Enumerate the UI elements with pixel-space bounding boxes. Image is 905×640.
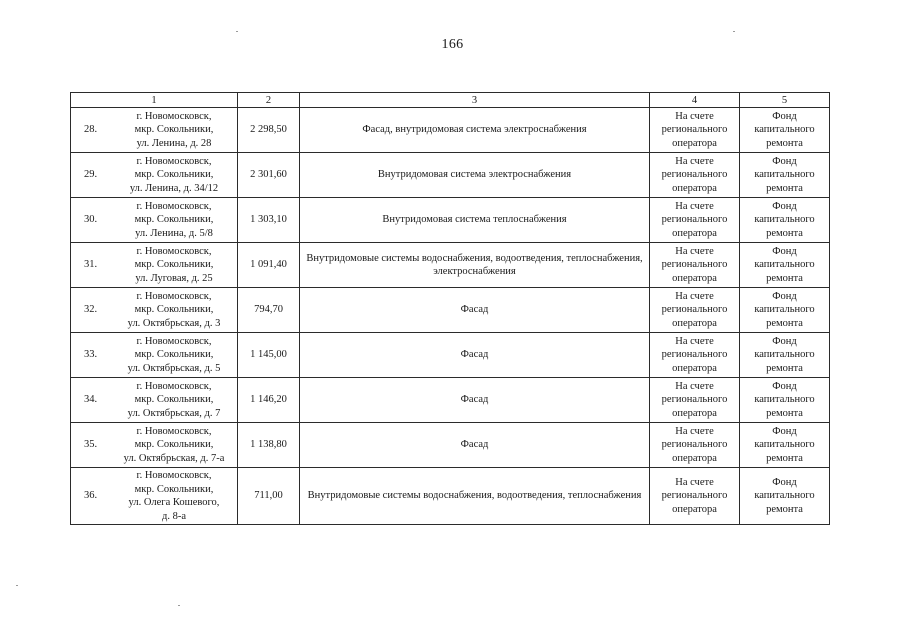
row-number: 36.	[84, 490, 98, 502]
column-header: 1	[71, 93, 238, 108]
works-cell: Фасад	[300, 288, 650, 333]
address-line: г. Новомосковск,	[136, 110, 212, 122]
address-text	[114, 110, 234, 151]
address-line: г. Новомосковск,	[136, 425, 212, 437]
account-cell-line: оператора	[672, 362, 717, 374]
account-cell-line: регионального	[661, 394, 728, 406]
account-cell-line: регионального	[661, 304, 728, 316]
column-header: 3	[300, 93, 650, 108]
account-cell-line: оператора	[672, 182, 717, 194]
fund-cell-line: капитального	[754, 304, 815, 316]
address-line: г. Новомосковск,	[136, 335, 212, 347]
works-cell: Фасад	[300, 378, 650, 423]
row-number: 32.	[84, 304, 98, 316]
fund-cell-line: капитального	[754, 490, 815, 502]
account-cell	[650, 153, 740, 198]
cost-cell: 1 303,10	[238, 198, 300, 243]
works-cell: Внутридомовая система теплоснабжения	[300, 198, 650, 243]
address-line: мкр. Сокольники,	[134, 439, 214, 451]
works-cell: Внутридомовая система электроснабжения	[300, 153, 650, 198]
account-cell-line: оператора	[672, 272, 717, 284]
fund-cell-line: капитального	[754, 259, 815, 271]
account-cell-line: На счете	[675, 110, 714, 122]
address-line: г. Новомосковск,	[136, 245, 212, 257]
address-text	[114, 425, 234, 466]
table-row	[71, 243, 830, 288]
account-cell-line: регионального	[661, 439, 728, 451]
fund-cell-line: Фонд	[772, 155, 797, 167]
address-line: мкр. Сокольники,	[134, 214, 214, 226]
address-line: ул. Октябрьская, д. 7-а	[123, 452, 225, 464]
address-line: ул. Октябрьская, д. 3	[127, 317, 221, 329]
address-cell	[71, 243, 238, 288]
account-cell	[650, 423, 740, 468]
fund-cell-line: ремонта	[766, 272, 803, 284]
fund-cell-line: ремонта	[766, 407, 803, 419]
table-row	[71, 423, 830, 468]
address-line: мкр. Сокольники,	[134, 259, 214, 271]
fund-cell-line: капитального	[754, 394, 815, 406]
scan-speck	[236, 31, 238, 32]
scan-speck	[733, 31, 735, 32]
address-cell	[71, 198, 238, 243]
fund-cell-line: ремонта	[766, 137, 803, 149]
fund-cell-line: ремонта	[766, 503, 803, 515]
table-row	[71, 378, 830, 423]
page-number: 166	[441, 37, 464, 52]
fund-cell	[740, 243, 830, 288]
cost-cell: 1 145,00	[238, 333, 300, 378]
fund-cell-line: капитального	[754, 349, 815, 361]
account-cell-line: оператора	[672, 227, 717, 239]
address-line: ул. Ленина, д. 5/8	[135, 227, 213, 239]
capital-repair-table	[70, 92, 830, 525]
account-cell-line: оператора	[672, 137, 717, 149]
address-text	[114, 380, 234, 421]
column-header: 5	[740, 93, 830, 108]
address-cell	[71, 378, 238, 423]
address-text	[114, 469, 234, 523]
account-cell-line: оператора	[672, 503, 717, 515]
account-cell	[650, 198, 740, 243]
address-cell	[71, 108, 238, 153]
account-cell	[650, 333, 740, 378]
row-number: 35.	[84, 439, 98, 451]
address-line: г. Новомосковск,	[136, 155, 212, 167]
address-text	[114, 335, 234, 376]
address-cell	[71, 468, 238, 525]
fund-cell-line: Фонд	[772, 245, 797, 257]
fund-cell-line: Фонд	[772, 476, 797, 488]
row-number: 30.	[84, 214, 98, 226]
address-line: ул. Ленина, д. 34/12	[129, 182, 219, 194]
scan-speck	[178, 605, 180, 606]
fund-cell	[740, 288, 830, 333]
works-cell: Фасад	[300, 423, 650, 468]
row-number: 29.	[84, 169, 98, 181]
address-line: г. Новомосковск,	[136, 290, 212, 302]
cost-cell: 2 301,60	[238, 153, 300, 198]
cost-cell: 1 138,80	[238, 423, 300, 468]
address-line: мкр. Сокольники,	[134, 169, 214, 181]
account-cell-line: На счете	[675, 335, 714, 347]
address-cell	[71, 423, 238, 468]
account-cell	[650, 468, 740, 525]
address-line: ул. Олега Кошевого,	[128, 497, 220, 508]
account-cell-line: На счете	[675, 290, 714, 302]
address-line: г. Новомосковск,	[136, 470, 212, 481]
address-line: мкр. Сокольники,	[134, 483, 214, 495]
address-line: мкр. Сокольники,	[134, 124, 214, 136]
works-cell: Внутридомовые системы водоснабжения, водоотведения, теплоснабжения, электроснабжения	[300, 243, 650, 288]
fund-cell-line: ремонта	[766, 317, 803, 329]
account-cell-line: На счете	[675, 380, 714, 392]
works-cell: Фасад	[300, 333, 650, 378]
fund-cell-line: Фонд	[772, 200, 797, 212]
account-cell-line: На счете	[675, 200, 714, 212]
fund-cell-line: капитального	[754, 214, 815, 226]
address-line: мкр. Сокольники,	[134, 394, 214, 406]
address-text	[114, 290, 234, 331]
address-cell	[71, 288, 238, 333]
cost-cell: 794,70	[238, 288, 300, 333]
table-row	[71, 153, 830, 198]
works-cell: Фасад, внутридомовая система электроснабжения	[300, 108, 650, 153]
table-row	[71, 108, 830, 153]
fund-cell-line: Фонд	[772, 290, 797, 302]
account-cell	[650, 108, 740, 153]
account-cell	[650, 288, 740, 333]
table-row	[71, 198, 830, 243]
fund-cell-line: Фонд	[772, 380, 797, 392]
column-header: 4	[650, 93, 740, 108]
fund-cell	[740, 108, 830, 153]
fund-cell	[740, 468, 830, 525]
fund-cell	[740, 333, 830, 378]
address-text	[114, 200, 234, 241]
account-cell-line: оператора	[672, 407, 717, 419]
row-number: 31.	[84, 259, 98, 271]
fund-cell	[740, 153, 830, 198]
fund-cell	[740, 198, 830, 243]
address-line: ул. Октябрьская, д. 7	[127, 407, 221, 419]
fund-cell-line: Фонд	[772, 335, 797, 347]
address-cell	[71, 333, 238, 378]
row-number: 34.	[84, 394, 98, 406]
row-number: 33.	[84, 349, 98, 361]
account-cell-line: регионального	[661, 259, 728, 271]
account-cell-line: регионального	[661, 124, 728, 136]
fund-cell-line: ремонта	[766, 227, 803, 239]
account-cell	[650, 378, 740, 423]
fund-cell-line: ремонта	[766, 182, 803, 194]
cost-cell: 2 298,50	[238, 108, 300, 153]
account-cell-line: оператора	[672, 317, 717, 329]
fund-cell-line: ремонта	[766, 452, 803, 464]
fund-cell	[740, 423, 830, 468]
table-row	[71, 288, 830, 333]
account-cell-line: регионального	[661, 349, 728, 361]
fund-cell-line: Фонд	[772, 110, 797, 122]
account-cell-line: регионального	[661, 169, 728, 181]
column-header: 2	[238, 93, 300, 108]
account-cell-line: регионального	[661, 214, 728, 226]
account-cell-line: На счете	[675, 155, 714, 167]
account-cell-line: регионального	[661, 490, 728, 502]
address-line: ул. Ленина, д. 28	[136, 137, 212, 149]
table-row	[71, 468, 830, 525]
address-line: мкр. Сокольники,	[134, 304, 214, 316]
address-text	[114, 245, 234, 286]
account-cell-line: На счете	[675, 245, 714, 257]
row-number: 28.	[84, 124, 98, 136]
table-header-row	[71, 93, 830, 108]
address-line: ул. Октябрьская, д. 5	[127, 362, 221, 374]
fund-cell	[740, 378, 830, 423]
table-row	[71, 333, 830, 378]
address-line: г. Новомосковск,	[136, 200, 212, 212]
address-line: г. Новомосковск,	[136, 380, 212, 392]
scan-speck	[16, 585, 18, 586]
account-cell-line: оператора	[672, 452, 717, 464]
cost-cell: 711,00	[238, 468, 300, 525]
account-cell	[650, 243, 740, 288]
works-cell: Внутридомовые системы водоснабжения, водоотведения, теплоснабжения	[300, 468, 650, 525]
cost-cell: 1 091,40	[238, 243, 300, 288]
fund-cell-line: Фонд	[772, 425, 797, 437]
account-cell-line: На счете	[675, 476, 714, 488]
address-line: мкр. Сокольники,	[134, 349, 214, 361]
fund-cell-line: ремонта	[766, 362, 803, 374]
account-cell-line: На счете	[675, 425, 714, 437]
address-text	[114, 155, 234, 196]
fund-cell-line: капитального	[754, 124, 815, 136]
address-cell	[71, 153, 238, 198]
fund-cell-line: капитального	[754, 439, 815, 451]
address-line: д. 8-а	[162, 510, 186, 522]
cost-cell: 1 146,20	[238, 378, 300, 423]
address-line: ул. Луговая, д. 25	[135, 272, 213, 284]
fund-cell-line: капитального	[754, 169, 815, 181]
